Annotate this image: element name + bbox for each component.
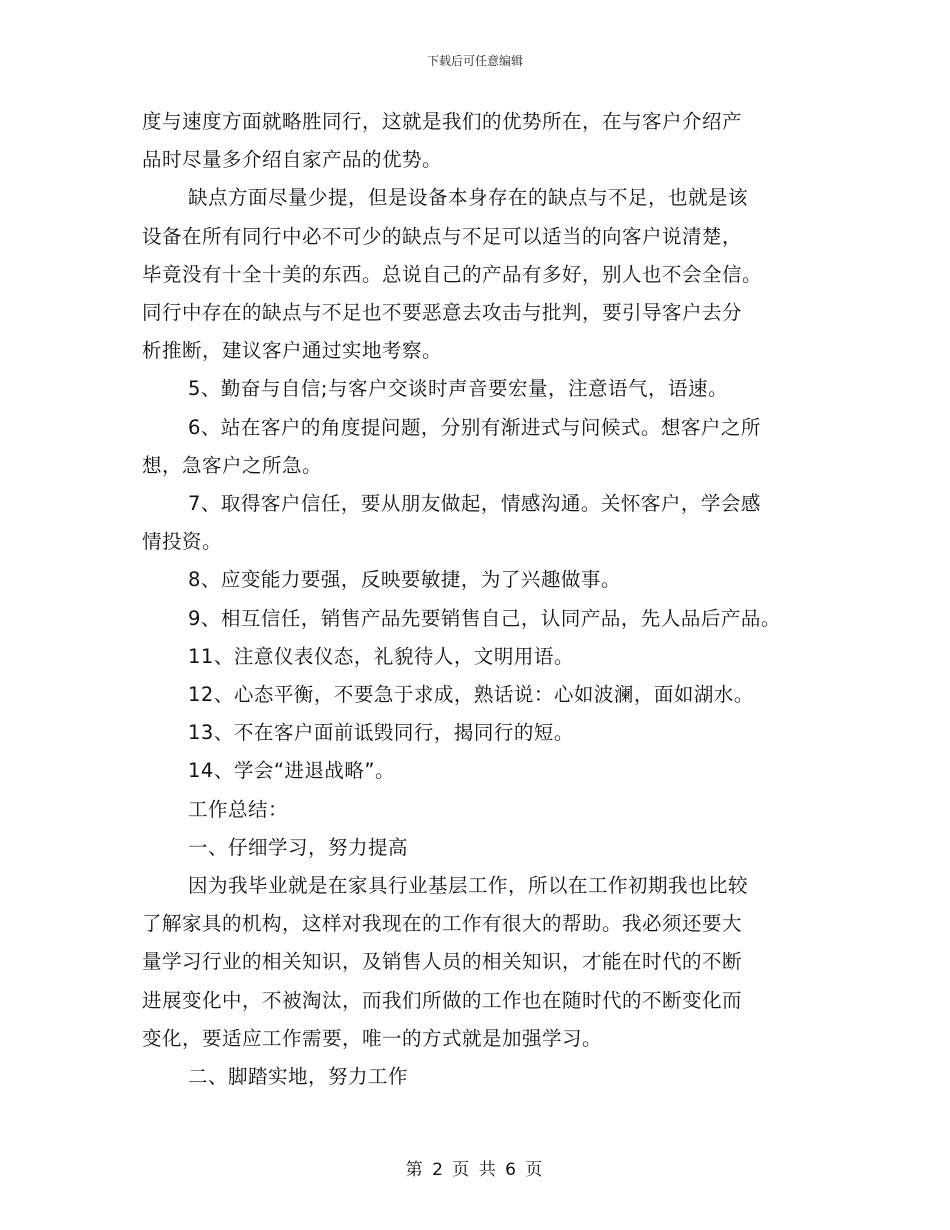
- text-line: 7、取得客户信任，要从朋友做起，情感沟通。关怀客户，学会感: [188, 492, 761, 516]
- text-line: 二、脚踏实地，努力工作: [188, 1065, 409, 1089]
- text-line: 5、勤奋与自信;与客户交谈时声音要宏量，注意语气，语速。: [188, 377, 728, 401]
- text-line: 情投资。: [142, 530, 223, 554]
- text-line: 一、仔细学习，努力提高: [188, 835, 409, 859]
- text-line: 变化，要适应工作需要，唯一的方式就是加强学习。: [142, 1026, 603, 1050]
- text-line: 因为我毕业就是在家具行业基层工作，所以在工作初期我也比较: [188, 874, 749, 898]
- text-line: 12、心态平衡，不要急于求成，熟话说：心如波澜，面如湖水。: [188, 683, 754, 707]
- text-line: 13、不在客户面前诋毁同行，揭同行的短。: [188, 721, 574, 745]
- text-line: 毕竟没有十全十美的东西。总说自己的产品有多好，别人也不会全信。: [142, 262, 763, 286]
- text-line: 9、相互信任，销售产品先要销售自己，认同产品，先人品后产品。: [188, 606, 781, 630]
- text-line: 缺点方面尽量少提，但是设备本身存在的缺点与不足，也就是该: [188, 186, 749, 210]
- text-line: 设备在所有同行中必不可少的缺点与不足可以适当的向客户说清楚，: [142, 224, 743, 248]
- text-line: 工作总结：: [188, 797, 289, 821]
- text-line: 8、应变能力要强，反映要敏捷，为了兴趣做事。: [188, 568, 621, 592]
- text-line: 析推断，建议客户通过实地考察。: [142, 339, 443, 363]
- text-line: 进展变化中，不被淘汰，而我们所做的工作也在随时代的不断变化而: [142, 988, 743, 1012]
- text-line: 量学习行业的相关知识，及销售人员的相关知识，才能在时代的不断: [142, 950, 743, 974]
- text-line: 品时尽量多介绍自家产品的优势。: [142, 148, 443, 172]
- text-line: 想，急客户之所急。: [142, 453, 323, 477]
- text-line: 同行中存在的缺点与不足也不要恶意去攻击与批判，要引导客户去分: [142, 301, 743, 325]
- text-line: 度与速度方面就略胜同行，这就是我们的优势所在，在与客户介绍产: [142, 110, 743, 133]
- page-header: 下载后可任意编辑: [426, 54, 523, 68]
- text-line: 了解家具的机构，这样对我现在的工作有很大的帮助。我必须还要大: [142, 912, 743, 936]
- page-footer: 第 2 页 共 6 页: [405, 1160, 545, 1180]
- text-line: 11、注意仪表仪态，礼貌待人，文明用语。: [188, 644, 574, 668]
- text-line: 6、站在客户的角度提问题，分别有渐进式与问候式。想客户之所: [188, 415, 761, 439]
- document-body: [142, 103, 822, 1096]
- text-line: 14、学会“进退战略”。: [188, 759, 396, 783]
